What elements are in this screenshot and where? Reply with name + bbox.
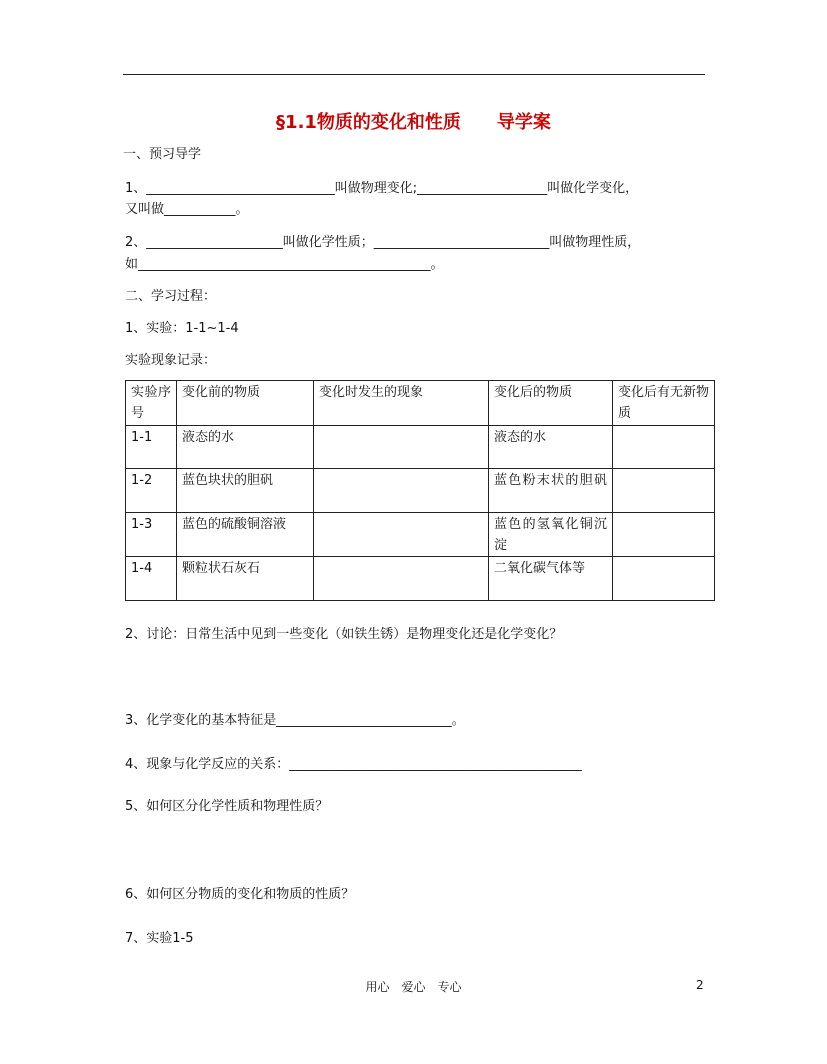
question-distinguish-properties: 5、如何区分化学性质和物理性质？ <box>125 799 329 814</box>
question-1-line-1: 1、_____________________________叫做物理变化;____________________叫做化学变化， <box>125 181 639 196</box>
footer-motto: 用心 爱心 专心 <box>365 980 462 994</box>
table-header-row <box>126 381 715 426</box>
table-cell: 1-3 <box>126 513 177 557</box>
observation-table <box>125 380 715 601</box>
header-rule <box>123 74 705 75</box>
table-cell <box>613 426 715 469</box>
table-cell <box>314 557 489 601</box>
table-header-cell: 实验序号 <box>126 381 177 426</box>
table-cell <box>314 426 489 469</box>
table-header-cell: 变化时发生的现象 <box>314 381 489 426</box>
table-row <box>126 557 715 601</box>
table-cell: 蓝色的硫酸铜溶液 <box>177 513 314 557</box>
question-2-line-1: 2、_____________________叫做化学性质；___________________________叫做物理性质， <box>125 235 641 250</box>
question-phenomenon-relation: 4、现象与化学反应的关系：_____________________________________________ <box>125 757 582 772</box>
table-cell <box>613 513 715 557</box>
question-discussion: 2、讨论：日常生活中见到一些变化（如铁生锈）是物理变化还是化学变化？ <box>125 627 563 642</box>
question-distinguish-change: 6、如何区分物质的变化和物质的性质？ <box>125 887 355 902</box>
table-cell: 1-1 <box>126 426 177 469</box>
page-number: 2 <box>696 978 704 992</box>
table-header-cell: 变化后有无新物质 <box>613 381 715 426</box>
question-1-line-2: 又叫做___________。 <box>125 202 249 217</box>
table-cell: 蓝色粉末状的胆矾 <box>489 469 613 513</box>
table-cell: 液态的水 <box>489 426 613 469</box>
question-2-line-2: 如_____________________________________________。 <box>125 257 444 272</box>
table-header-cell: 变化前的物质 <box>177 381 314 426</box>
table-cell: 1-2 <box>126 469 177 513</box>
table-cell: 二氧化碳气体等 <box>489 557 613 601</box>
table-row <box>126 469 715 513</box>
section-heading-process: 二、学习过程： <box>125 289 217 304</box>
table-cell: 1-4 <box>126 557 177 601</box>
table-cell <box>314 513 489 557</box>
experiment-1-5: 7、实验1-5 <box>125 931 194 946</box>
table-row <box>126 513 715 557</box>
table-cell: 液态的水 <box>177 426 314 469</box>
record-heading: 实验现象记录： <box>125 353 217 368</box>
experiment-heading: 1、实验：1-1~1-4 <box>125 321 239 336</box>
question-chemical-feature: 3、化学变化的基本特征是___________________________。 <box>125 713 465 728</box>
table-cell <box>314 469 489 513</box>
table-cell: 颗粒状石灰石 <box>177 557 314 601</box>
table-cell: 蓝色的氢氧化铜沉淀 <box>489 513 613 557</box>
table-row <box>126 426 715 469</box>
table-cell <box>613 557 715 601</box>
table-cell: 蓝色块状的胆矾 <box>177 469 314 513</box>
page-title: §1.1物质的变化和性质 导学案 <box>276 112 551 133</box>
table-cell <box>613 469 715 513</box>
section-heading-preview: 一、预习导学 <box>123 147 202 162</box>
table-header-cell: 变化后的物质 <box>489 381 613 426</box>
